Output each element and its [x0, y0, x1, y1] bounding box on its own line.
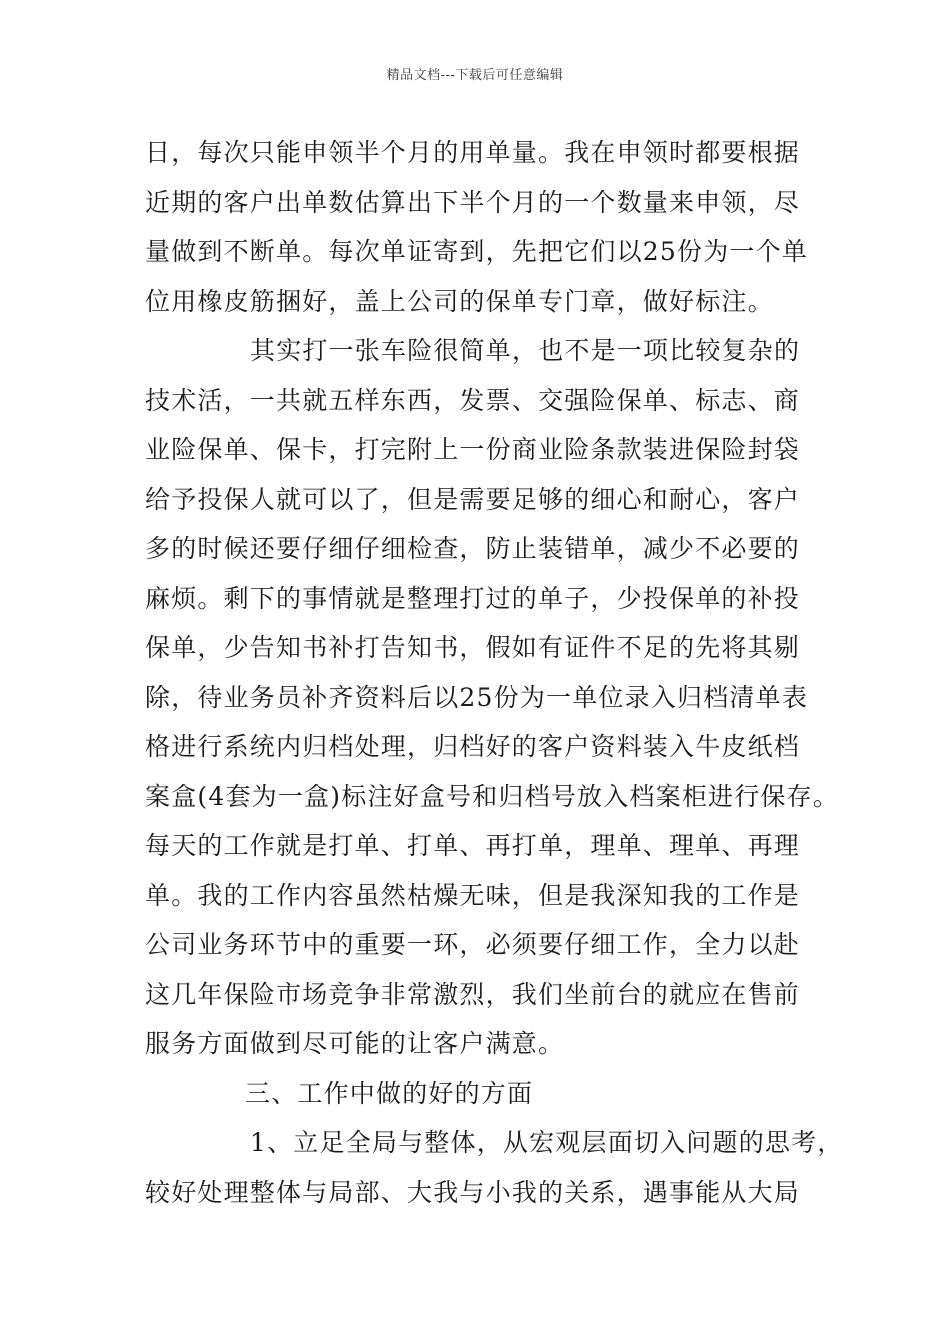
text-line: 每天的工作就是打单、打单、再打单，理单、理单、再理 — [145, 831, 801, 860]
text-line: 给予投保人就可以了，但是需要足够的细心和耐心，客户 — [145, 484, 801, 514]
text-line: 单。我的工作内容虽然枯燥无味，但是我深知我的工作是 — [145, 880, 801, 910]
text-line: 业险保单、保卡，打完附上一份商业险条款装进保险封袋 — [145, 435, 801, 464]
page-header: 精品文档---下载后可任意编辑 — [386, 68, 564, 83]
text-line: 公司业务环节中的重要一环，必须要仔细工作，全力以赴 — [145, 930, 801, 959]
text-line: 格进行系统内归档处理，归档好的客户资料装入牛皮纸档 — [145, 732, 801, 761]
paragraph-start-line: 其实打一张车险很简单，也不是一项比较复杂的 — [250, 336, 801, 365]
text-line: 麻烦。剩下的事情就是整理打过的单子，少投保单的补投 — [145, 583, 801, 613]
text-line: 技术活，一共就五样东西，发票、交强险保单、标志、商 — [145, 385, 801, 415]
text-line: 量做到不断单。每次单证寄到，先把它们以25份为一个单 — [145, 237, 809, 266]
document-body — [145, 128, 844, 1217]
text-line: 多的时候还要仔细仔细检查，防止装错单，减少不必要的 — [145, 534, 801, 563]
text-line: 服务方面做到尽可能的让客户满意。 — [145, 1029, 565, 1058]
text-line: 除，待业务员补齐资料后以25份为一单位录入归档清单表 — [145, 682, 809, 712]
text-line: 案盒(4套为一盒)标注好盒号和归档号放入档案柜进行保存。 — [145, 781, 840, 811]
text-line: 近期的客户出单数估算出下半个月的一个数量来申领，尽 — [145, 187, 801, 217]
text-line: 这几年保险市场竞争非常激烈，我们坐前台的就应在售前 — [145, 979, 801, 1009]
text-line: 位用橡皮筋捆好，盖上公司的保单专门章，做好标注。 — [145, 286, 774, 316]
text-line: 日，每次只能申领半个月的用单量。我在申领时都要根据 — [145, 138, 801, 167]
text-line: 保单，少告知书补打告知书，假如有证件不足的先将其剔 — [145, 633, 801, 662]
numbered-item-line: 1、立足全局与整体，从宏观层面切入问题的思考， — [250, 1128, 844, 1157]
section-heading: 三、工作中做的好的方面 — [245, 1078, 534, 1108]
text-line: 较好处理整体与局部、大我与小我的关系，遇事能从大局 — [145, 1177, 801, 1207]
